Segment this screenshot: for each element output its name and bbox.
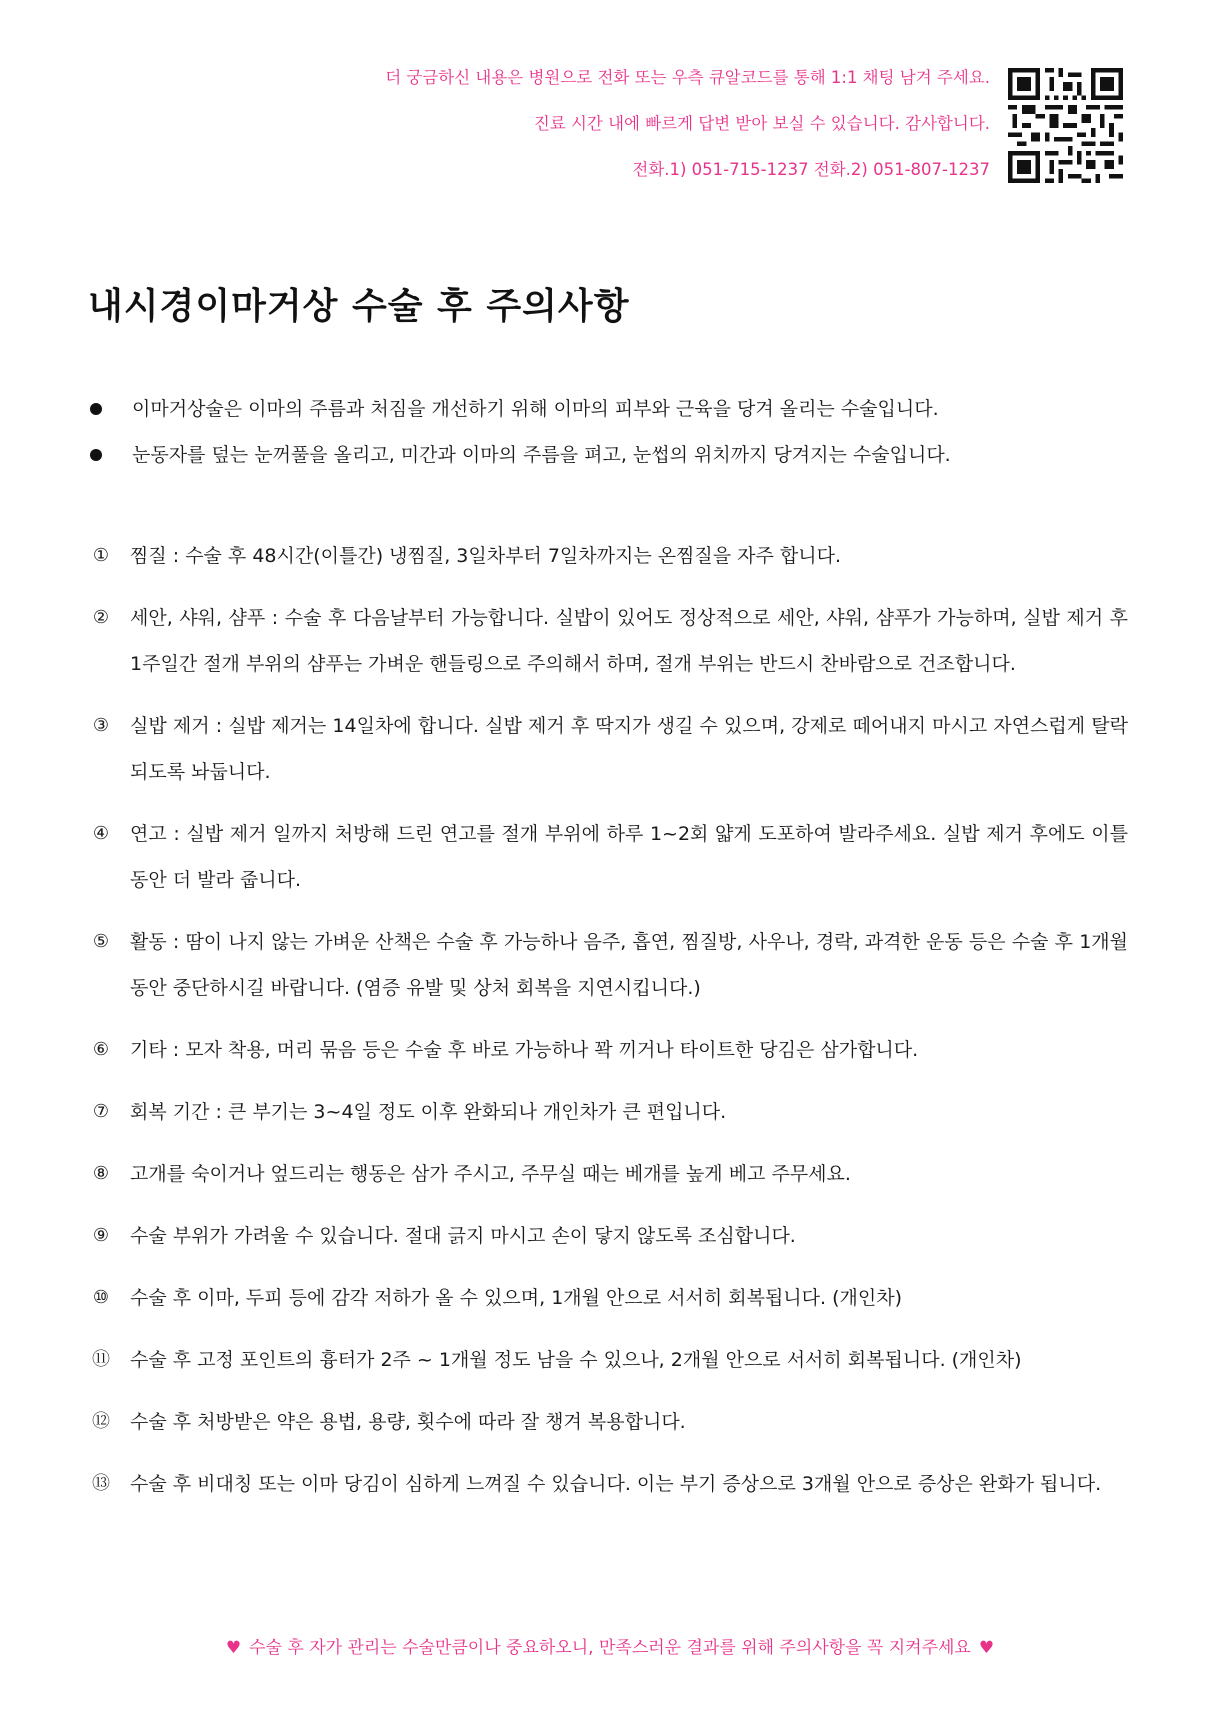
- item-text: 기타 : 모자 착용, 머리 묶음 등은 수술 후 바로 가능하나 꽉 끼거나 타이트한 당김은 삼가합니다.: [130, 1039, 919, 1061]
- item-text: 수술 부위가 가려울 수 있습니다. 절대 긁지 마시고 손이 닿지 않도록 조심합니다.: [130, 1225, 796, 1247]
- item-number: ⑪: [92, 1349, 110, 1370]
- precaution-item-4: [88, 811, 1128, 903]
- intro-bullet-list: [88, 396, 1138, 488]
- item-number: ①: [92, 545, 110, 566]
- item-number: ⑥: [92, 1039, 110, 1060]
- item-number: ③: [92, 715, 110, 736]
- item-text: 고개를 숙이거나 엎드리는 행동은 삼가 주시고, 주무실 때는 베개를 높게 베고 주무세요.: [130, 1163, 851, 1185]
- precaution-item-11: [88, 1337, 1128, 1383]
- contact-info: [385, 66, 990, 204]
- item-text: 연고 : 실밥 제거 일까지 처방해 드린 연고를 절개 부위에 하루 1~2회 얇게 도포하여 발라주세요. 실밥 제거 후에도 이틀 동안 더 발라 줍니다.: [130, 823, 1128, 891]
- footer-text: 수술 후 자가 관리는 수술만큼이나 중요하오니, 만족스러운 결과를 위해 주의사항을 꼭 지켜주세요: [249, 1638, 971, 1658]
- item-text: 활동 : 땀이 나지 않는 가벼운 산책은 수술 후 가능하나 음주, 흡연, 찜질방, 사우나, 경락, 과격한 운동 등은 수술 후 1개월 동안 중단하시길 바랍니다. (염증 유발 및 상처 회복을 지연시킵니다.): [130, 931, 1128, 999]
- item-number: ⑫: [92, 1411, 110, 1432]
- bullet-text: 이마거상술은 이마의 주름과 처짐을 개선하기 위해 이마의 피부와 근육을 당겨 올리는 수술입니다.: [132, 398, 939, 420]
- item-number: ⑧: [92, 1163, 110, 1184]
- item-text: 찜질 : 수술 후 48시간(이틀간) 냉찜질, 3일차부터 7일차까지는 온찜질을 자주 합니다.: [130, 545, 842, 567]
- contact-line-2: 진료 시간 내에 빠르게 답변 받아 보실 수 있습니다. 감사합니다.: [533, 114, 990, 133]
- precaution-item-12: [88, 1399, 1128, 1445]
- precaution-item-6: [88, 1027, 1128, 1073]
- item-text: 회복 기간 : 큰 부기는 3~4일 정도 이후 완화되나 개인차가 큰 편입니다.: [130, 1101, 727, 1123]
- bullet-dot-icon: [90, 403, 102, 415]
- item-number: ④: [92, 823, 110, 844]
- precaution-item-8: [88, 1151, 1128, 1197]
- precaution-list: [88, 533, 1128, 1507]
- item-number: ⑨: [92, 1225, 110, 1246]
- bullet-text: 눈동자를 덮는 눈꺼풀을 올리고, 미간과 이마의 주름을 펴고, 눈썹의 위치까지 당겨지는 수술입니다.: [132, 444, 951, 466]
- item-text: 수술 후 고정 포인트의 흉터가 2주 ~ 1개월 정도 남을 수 있으나, 2개월 안으로 서서히 회복됩니다. (개인차): [130, 1349, 1022, 1371]
- item-text: 수술 후 처방받은 약은 용법, 용량, 횟수에 따라 잘 챙겨 복용합니다.: [130, 1411, 686, 1433]
- page-title: 내시경이마거상 수술 후 주의사항: [88, 286, 630, 327]
- contact-line-1: 더 궁금하신 내용은 병원으로 전화 또는 우측 큐알코드를 통해 1:1 채팅 남겨 주세요.: [385, 68, 990, 87]
- precaution-item-10: [88, 1275, 1128, 1321]
- precaution-item-2: [88, 595, 1128, 687]
- item-text: 수술 후 이마, 두피 등에 감각 저하가 올 수 있으며, 1개월 안으로 서서히 회복됩니다. (개인차): [130, 1287, 902, 1309]
- precaution-item-7: [88, 1089, 1128, 1135]
- item-text: 세안, 샤워, 샴푸 : 수술 후 다음날부터 가능합니다. 실밥이 있어도 정상적으로 세안, 샤워, 샴푸가 가능하며, 실밥 제거 후 1주일간 절개 부위의 샴푸는 가벼운 핸들링으로 주의해서 하며, 절개 부위는 반드시 찬바람으로 건조합니다.: [130, 607, 1128, 675]
- item-number: ②: [92, 607, 110, 628]
- contact-phone-line[interactable]: 전화.1) 051-715-1237 전화.2) 051-807-1237: [632, 160, 990, 179]
- item-number: ⑦: [92, 1101, 110, 1122]
- footer-note: [0, 1633, 1220, 1658]
- precaution-item-3: [88, 703, 1128, 795]
- item-text: 수술 후 비대칭 또는 이마 당김이 심하게 느껴질 수 있습니다. 이는 부기 증상으로 3개월 안으로 증상은 완화가 됩니다.: [130, 1473, 1102, 1495]
- qr-code-icon[interactable]: [1008, 68, 1123, 183]
- precaution-item-13: [88, 1461, 1128, 1507]
- precaution-item-1: [88, 533, 1128, 579]
- heart-icon: ♥: [978, 1638, 995, 1658]
- precaution-item-9: [88, 1213, 1128, 1259]
- item-number: ⑤: [92, 931, 110, 952]
- heart-icon: ♥: [225, 1638, 242, 1658]
- precaution-item-5: [88, 919, 1128, 1011]
- bullet-dot-icon: [90, 449, 102, 461]
- item-number: ⑩: [92, 1287, 110, 1308]
- item-number: ⑬: [92, 1473, 110, 1494]
- bullet-item: [88, 442, 1138, 488]
- item-text: 실밥 제거 : 실밥 제거는 14일차에 합니다. 실밥 제거 후 딱지가 생길 수 있으며, 강제로 떼어내지 마시고 자연스럽게 탈락되도록 놔둡니다.: [130, 715, 1128, 783]
- bullet-item: [88, 396, 1138, 442]
